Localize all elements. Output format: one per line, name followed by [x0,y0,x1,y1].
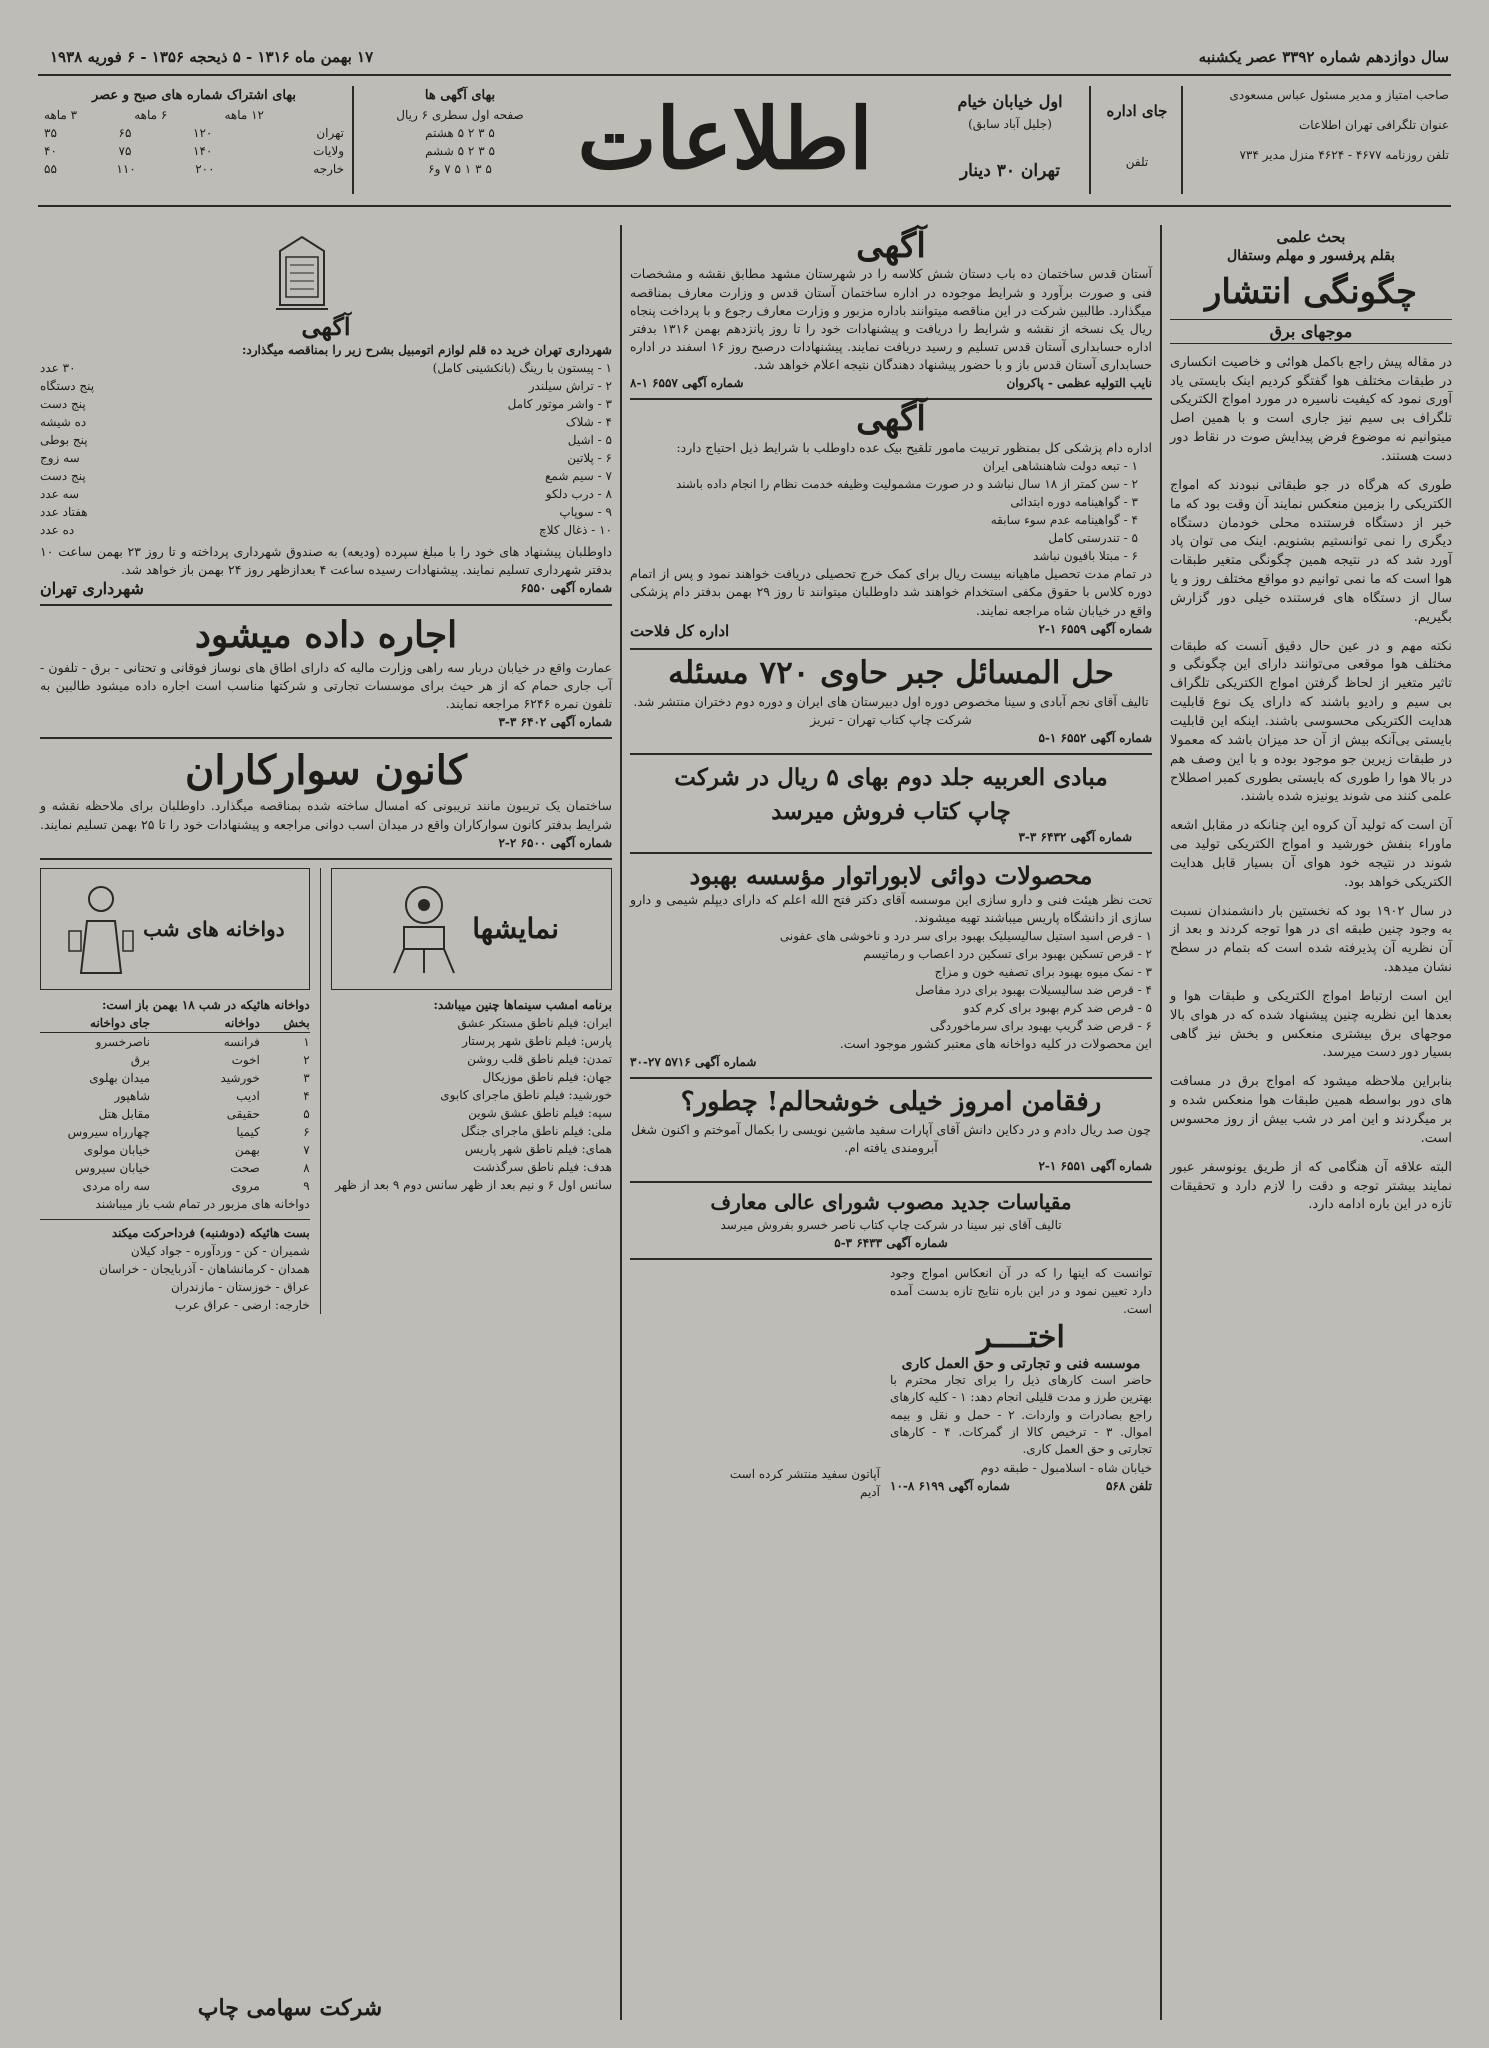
pharmacy-note: دواخانه های مزبور در تمام شب باز میباشند [95,1196,310,1211]
ad-number: شماره آگهی ۶۱۹۹ ۸-۱۰ [890,1478,1010,1493]
ad-number: شماره آگهی ۵۷۱۶ ۲۷-۳۰ [630,1055,757,1070]
office-address-old: (جلیل آباد سابق) [968,117,1052,131]
list-item: سپه: فیلم ناطق عشق شوین [468,1105,612,1120]
ad-price-row: ۵ ۳ ۲ ۵ ششم [425,143,495,158]
list-item: جهان: فیلم ناطق موزیکال [482,1069,612,1084]
article-paragraph: نکته مهم و در عین حال دقیق آنست که طبقات مختلف هوا موقعی می‌توانند دارای این چگونگی و تاثیر متغیر از لحاظ گرفتن امواج الکتریکی تلگراف بی سیم و رادیو باشند که دارای یک نوع قابلیت هدایت الکتریکی محسوسی باشند. اینکه این قابلیت بایستی بی‌آنکه بیش از آن حد میزان باشد که معمولا در طبقات زیرین جو موجود بوده و با این وصف هم در بالا هوا را طوری که بایستی بطوری کمبر اصطلاح علمی کنند می شوند یونیزه شده باشند. [1170,638,1452,805]
article-byline: بقلم پرفسور و مهلم وستفال [1226,248,1396,264]
subscription-block [44,86,344,178]
ad-price-row: ۵ ۳ ۱ ۵ ۷ و۶ [428,161,492,176]
list-item: ۴ - شلاک ده شیشه [40,415,612,429]
list-item: تمدن: فیلم ناطق قلب روشن [467,1051,612,1066]
list-item: ۷ - سیم شمع پنج دست [40,469,612,483]
ad-footer [630,374,1152,392]
list-item: ۱ - تبعه دولت شاهنشاهی ایران [982,459,1138,474]
ad-number: شماره آگهی ۶۵۰۰ ۲-۲ [498,835,612,850]
ad-number: شماره آگهی ۶۵۵۱ ۱-۲ [1038,1158,1152,1173]
ad-signature: شهرداری تهران [40,579,144,599]
ad-signature: اداره کل فلاحت [630,621,730,640]
ad-body: تالیف آقای نجم آبادی و سینا مخصوص دوره اول دبیرستان های ایران و دوره دوم دختران منتشر شد. شرکت چاپ کتاب تهران - تبریز [633,693,1149,728]
office-address: اول خیابان خیام [957,92,1063,111]
list-item: ۲ - قرص تسکین بهبود برای تسکین درد اعصاب و رماتیسم [863,947,1152,962]
cinema-note: سانس اول ۶ و نیم بعد از ظهر سانس دوم ۹ بعد از ظهر [335,1177,612,1192]
article-paragraph: البته علاقه آن هنگامی که از طریق یونوسفر عبور نمایند بیشتر توجه و دقت را لازم دارد و تحقیقات تازه در این باره ادامه دارد. [1170,1159,1452,1213]
pharmacist-icon [65,881,137,977]
ad-number: شماره آگهی ۶۴۳۲ ۳-۳ [1018,829,1132,844]
list-item: خارجه: ارضی - عراق عرب [174,1297,310,1312]
subscription-row: خارجه ۲۰۰ ۱۱۰ ۵۵ [44,161,344,176]
table-row: ۲ اخوت برق [130,1052,310,1067]
list-item: ۶ - پلاتین سه زوج [40,451,612,465]
column-rule [1160,225,1162,2020]
article-paragraph: در مقاله پیش راجع باکمل هوائی و خاصیت انکساری در طبقات مختلف هوا گفتگو کردیم اینک بایستی یاد آوری نمود که کیفیت ناسیره در مورد امواج الکتریکی تلگراف بی سیم نیز جاری است و با همین اصل میتوانیم نه موضوع فرض پیدایش صوت در نقاط دور دست هستند. [1170,354,1452,465]
ad-intro: شهرداری تهران خرید ده قلم لوازم اتومبیل بشرح زیر را بمناقصه میگذارد: [241,343,612,357]
list-item: ۳ - واشر موتور کامل پنج دست [40,397,612,411]
cinema-intro: برنامه امشب سینماها چنین میباشد: [433,997,612,1012]
office-label: جای اداره [1106,102,1168,120]
ad-body: داوطلبان پیشنهاد های خود را با مبلغ سپرده (ودیعه) به صندوق شهرداری پرداخته و تا روز ۲۳ بهمن ساعت ۱۰ بدفتر شهرداری تسلیم نمایند. پیشنهادات رسیده ساعت ۴ بعدازظهر روز ۲۴ بهمن باز خواهد شد. [40,544,612,578]
ad-for-rent [40,606,612,739]
pharmacy-listing [40,868,310,1314]
ad-intro: تحت نظر هیئت فنی و دارو سازی این موسسه آقای دکتر فتح الله اعلم که دارای دیپلم شیمی و دارو سازی از دانشگاه پاریس میباشند تهیه میشوند. [630,892,1152,926]
list-item: ۲ - سن کمتر از ۱۸ سال نباشد و در صورت مشمولیت وظیفه خدمت نظام را انجام داده باشند [675,477,1138,492]
table-row: ۱ فرانسه ناصرخسرو [95,1034,310,1049]
office-address-block [935,92,1085,181]
ad-title: آگهی [301,312,351,341]
list-item: همای: فیلم ناطق شهر پاریس [464,1141,612,1156]
ad-title: مقیاسات جدید مصوب شورای عالی معارف [710,1189,1072,1214]
article-subtitle: موجهای برق [1170,319,1452,344]
list-item: ملی: فیلم ناطق ماجرای جنگل [460,1123,612,1138]
table-row: ۳ خورشید میدان بهلوی [89,1070,310,1085]
ad-footer [630,620,1152,643]
ad-title: مبادی العربیه جلد دوم بهای ۵ ریال در شرکت چاپ کتاب فروش میرسد [674,764,1108,825]
ad-signature: نایب التولیه عظمی - پاکروان [1006,376,1152,391]
ad-number: شماره آگهی ۶۵۵۲ ۱-۵ [1038,731,1152,746]
ad-title: اختــــر [977,1319,1065,1355]
ad-typing-school [630,1079,1152,1182]
ad-phone: تلفن ۵۶۸ [1105,1478,1152,1493]
table-row: ۵ حقیقی مقابل هتل [98,1106,310,1121]
list-item: ۵ - قرص ضد کرم بهبود برای کرم کدو [963,1001,1152,1016]
article-continuation-end: آپاتون سفید منتشر کرده است آدیم [729,1466,880,1499]
list-item: ۸ - درب دلکو سه عدد [40,487,612,501]
ad-measures-book [630,1183,1152,1260]
science-article [1170,228,1452,1225]
ad-title: کانون سوارکاران [185,747,467,795]
list-item: ۳ - گواهینامه دوره ابتدائی [1010,495,1138,510]
cinema-list [331,1014,612,1176]
article-paragraph: آن است که تولید آن کروه این چنانکه در مقابل اشعه ماوراء بنفش خورشید و امواج الکتریکی تولید می شوند در نتیجه خود هوای آن بسیار قابل هدایت الکتریکی خواهد بود. [1170,818,1452,890]
subscription-title: بهای اشتراک شماره های صبح و عصر [91,88,297,103]
ad-body: چون صد ریال دادم و در دکاین دانش آقای آپارات سفید ماشین نویسی را بکمال آموختم و اکنون شغل آبرومندی یافته ام. [631,1121,1151,1155]
list-item: ۶ - قرص ضد گریپ بهبود برای سرماخوردگی [930,1019,1152,1034]
ad-footer [890,1477,1152,1495]
list-item: ۱ - پیستون با رینگ (بانکشینی کامل) ۳۰ عدد [40,361,612,375]
newspaper-title: اطلاعات [577,89,873,188]
list-item: ۱ - قرص اسید استیل سالیسیلیک بهبود برای سر درد و ناخوشی های عفونی [779,929,1152,944]
ad-address: خیابان شاه - اسلامبول - طبقه دوم [980,1460,1152,1475]
left-column [40,228,612,1314]
ad-price-row: صفحه اول سطری ۶ ریال [396,107,524,122]
post-schedule [40,1219,310,1314]
ad-behbood-lab [630,854,1152,1080]
pharmacy-banner [40,868,310,990]
ad-title: آگهی [856,226,926,266]
post-title: بست هائیکه (دوشنبه) فرداحرکت میکند [111,1225,310,1240]
ad-requirements [630,457,1152,565]
article-kicker: بحث علمی [1276,228,1346,246]
ad-arabic-book [630,755,1152,854]
table-row: ۴ ادیب شاهپور [114,1088,310,1103]
ad-body: آستان قدس ساختمان ده باب دستان شش کلاسه را در شهرستان مشهد مطابق نقشه و مشخصات فنی و صورت برآورد و شرایط موجوده در اداره ساختمان آستان قدس و وزارت معارف بمناقصه میگذارد. طالبین شرکت در این مناقصه میتوانند باداره مزبور و وزارت معارف رجوع و با پرداخت پنجاه ریال یک نسخه از نقشه و شرایط را دریافت و پیشنهادات خود را تا روز پانزدهم بهمن ۱۳۱۶ بدفتر اداره حسابداری آستان قدس تسلیم و رسید دریافت نمایند. پیشنهادات درصبح روز ۱۶ اسفند در اداره حسابداری آستان قدس باز و با حضور پیشنهاد دهندگان نتیجه اعلام خواهد شد. [630,266,1152,373]
date-line: ۱۷ بهمن ماه ۱۳۱۶ - ۵ ذیحجه ۱۳۵۶ - ۶ فوریه ۱۹۳۸ [50,48,374,66]
ad-title: آگهی [856,399,926,440]
list-item: ۴ - قرص ضد سالیسیلات بهبود برای درد مفاصل [915,983,1152,998]
list-item: ۵ - اشیل پنج بوطی [40,433,612,447]
list-item: ۹ - سوپاپ هفتاد عدد [40,505,612,519]
ad-body: این محصولات در کلیه دواخانه های معتبر کشور موجود است. [839,1036,1152,1052]
ad-number: شماره آگهی ۶۵۵۹ ۱-۲ [1038,621,1152,636]
ad-title: اجاره داده میشود [194,614,458,657]
owner-line: صاحب امتیاز و مدیر مسئول عباس مسعودی [1229,88,1449,102]
ad-body: حاضر است کارهای ذیل را برای تجار محترم با بهترین طرز و مدت قلیلی انجام دهد: ۱ - کلیه کارهای راجع بصادرات و واردات. ۲ - حمل و نقل و بیمه اموال. ۳ - ترخیص کالا از گمرکات. ۴ - کارهای تجارتی و حق العمل کاری. [890,1372,1152,1457]
listings-area [40,868,612,1314]
municipality-emblem-icon [270,234,334,314]
ad-prices-title: بهای آگهی ها [424,88,496,103]
list-item: ایران: فیلم ناطق مستکر عشق [457,1015,612,1030]
article-continuation: توانست که اینها را که در آن انعکاس امواج وجود دارد تعیین نمود و در این باره نتایج تازه بدست آمده است. [890,1265,1152,1316]
pharmacy-title: دواخانه های شب [143,916,285,941]
ad-akhtar [890,1318,1152,1497]
list-item: همدان - کرمانشاهان - آذربایجان - خراسان [99,1261,310,1276]
list-item: ۵ - تندرستی کامل [1048,531,1138,546]
list-item: ۱۰ - ذغال کلاچ ده عدد [40,523,612,537]
phone-label: تلفن [1125,154,1149,169]
list-item: عراق - خوزستان - مازندران [170,1279,310,1294]
cinema-listing [331,868,612,1314]
list-item: ۳ - نمک میوه بهبود برای تصفیه خون و مزاج [934,965,1152,980]
ad-footer [40,579,612,598]
article-paragraph: در سال ۱۹۰۲ بود که نخستین بار دانشمندان نسبت به وجود چنین طبقه ای در هوا توجه کردند و بعد از آن نظریه آن پذیرفته شده است که بتمام در سطح نشان میدهد. [1170,903,1452,976]
ad-astan-quds [630,228,1152,400]
list-item: ۲ - تراش سیلندر پنج دستگاه [40,379,612,393]
printer-credit: شرکت سهامی چاپ [197,1995,383,2021]
list-item: هدف: فیلم ناطق سرگذشت [473,1159,612,1174]
ad-municipality [40,228,612,606]
ad-number: شماره آگهی ۶۴۳۳ ۳-۵ [834,1235,948,1250]
article-paragraph: این است ارتباط امواج الکتریکی و طبقات هوا و بعدها این نظریه چنین پیشنهاد شده که در هوای بالا موجهای برق بیشتری منعکس و بخش نیز گاهی بسیار دور دست میرسد. [1170,988,1452,1061]
pharmacy-intro: دواخانه هائیکه در شب ۱۸ بهمن باز است: [101,997,310,1012]
ad-price-row: ۵ ۳ ۲ ۵ هشتم [425,125,495,140]
newspaper-logo [560,78,890,200]
ad-title: حل المسائل جبر حاوی ۷۲۰ مسئله [668,655,1114,692]
masthead-top-rule [38,74,1451,76]
ad-body: عمارت واقع در خیابان دربار سه راهی وزارت مالیه که دارای اطاق های نوساز فوقانی و تحتانی - برق - تلفون - آب جاری حمام که از هر حیث برای موسسات تجارتی و شرکتها مناسب است اجاره داده میشود طالبین به تلفون نمره ۶۲۴۶ مراجعه نمایند. [40,660,612,712]
office-label-block [1097,100,1177,171]
column-rule [620,225,622,2020]
product-list [630,927,1152,1035]
phones-line: تلفن روزنامه ۴۶۷۷ - ۴۶۲۴ منزل مدیر ۷۳۴ [1239,148,1449,162]
pharmacy-table-header: بخش دواخانه جای دواخانه [40,1014,310,1033]
ad-number: شماره آگهی ۶۵۵۰ [520,581,612,596]
ad-prices-block [360,86,560,178]
issue-line: سال دوازدهم شماره ۳۳۹۲ عصر یکشنبه [1198,48,1449,66]
table-row: ۶ کیمیا چهارراه سیروس [67,1124,310,1139]
table-row: ۷ بهمن خیابان مولوی [83,1142,310,1157]
ad-intro: اداره دام پزشکی کل بمنظور تربیت مامور تلقیح بیک عده داوطلب با شرایط ذیل احتیاج دارد: [676,440,1152,456]
ad-body: تالیف آقای نیر سینا در شرکت چاپ کتاب ناصر خسرو بفروش میرسد [720,1217,1062,1232]
table-row: ۸ صحت خیابان سیروس [74,1160,310,1175]
subscription-row: تهران ۱۲۰ ۶۵ ۳۵ [44,125,344,140]
issue-price: تهران ۳۰ دینار [959,161,1061,181]
telegraph-line: عنوان تلگرافی تهران اطلاعات [1299,118,1449,132]
ad-veterinary [630,400,1152,650]
ad-body: در تمام مدت تحصیل ماهیانه بیست ریال برای کمک خرج تحصیلی دریافت خواهند نمود و پس از اتمام دوره کلاس با حقوق مکفی استخدام خواهند شد داوطلبان میتوانند تا روز ۲۹ بهمن بدفتر دام پزشکی واقع در خیابان شاه مراجعه نمایند. [630,566,1152,618]
ad-riders-club [40,739,612,859]
list-item: ۴ - گواهینامه عدم سوء سابقه [990,513,1138,528]
cinema-title: نمایشها [472,912,559,946]
film-projector-icon [384,881,464,977]
ad-body: ساختمان یک تریبون مانند تریبونی که امسال ساخته شده بمناقصه میگذارد. داوطلبان برای ملاحظه نقشه و شرایط بدفتر کانون سوارکاران واقع در میدان اسب دوانی مراجعه و پیشنهادات خود را تا ۲۵ بهمن تسلیم نمایند. [39,798,612,832]
list-item: خورشید: فیلم ناطق ماجرای کابوی [440,1087,612,1102]
article-title: چگونگی انتشار [1204,272,1418,312]
ad-title: محصولات دوائی لابوراتوار مؤسسه بهبود [689,860,1093,890]
masthead-bottom-rule [38,205,1451,207]
subscription-row: ولایات ۱۴۰ ۷۵ ۴۰ [44,143,344,158]
list-item: پارس: فیلم ناطق شهر پرستار [462,1033,612,1048]
masthead-info-right [1189,86,1449,164]
parts-list [40,359,612,539]
article-paragraph: بنابراین ملاحظه میشود که امواج برق در مسافت های دور بواسطه همین طبقات هوا منعکس شده و بر میگردند و این امر در شب بیش از روز محسوس است. [1170,1074,1452,1146]
ad-algebra-book [630,650,1152,755]
pharmacy-table [40,1033,310,1195]
cinema-banner [331,868,612,990]
list-item: شمیران - کن - وردآوره - جواد کیلان [130,1243,310,1258]
ad-number: شماره آگهی ۶۴۰۲ ۳-۳ [498,715,612,730]
list-item: ۶ - مبتلا بافیون نباشد [1033,549,1138,564]
table-row: ۹ مروی سه راه مردی [82,1178,310,1193]
article-paragraph: طوری که هرگاه در جو طبقاتی نبودند که امواج الکتریکی را بزمین منعکس نمایند آن وقت بود که ما خبر از دستگاه فرستنده محلی خودمان دستگاه دیگری را نمی توانستیم بشنویم. اینک می توان پاد آورد شد که در نتیجه همین چگونگی متغیر طبقات هوا است که ما نمی توانیم دو مواقع مختلف روز و یا سال از دستگاه های فرستنده خیلی دور گزارش بگیریم. [1170,477,1452,625]
ad-subtitle: موسسه فنی و تجارتی و حق العمل کاری [901,1355,1141,1372]
ad-title: رفقامن امروز خیلی خوشحالم! چطور؟ [680,1087,1102,1118]
ad-number: شماره آگهی ۶۵۵۷ ۱-۸ [630,376,744,391]
subscription-header: ۱۲ ماهه ۶ ماهه ۳ ماهه [44,107,264,122]
middle-column [630,228,1152,1497]
